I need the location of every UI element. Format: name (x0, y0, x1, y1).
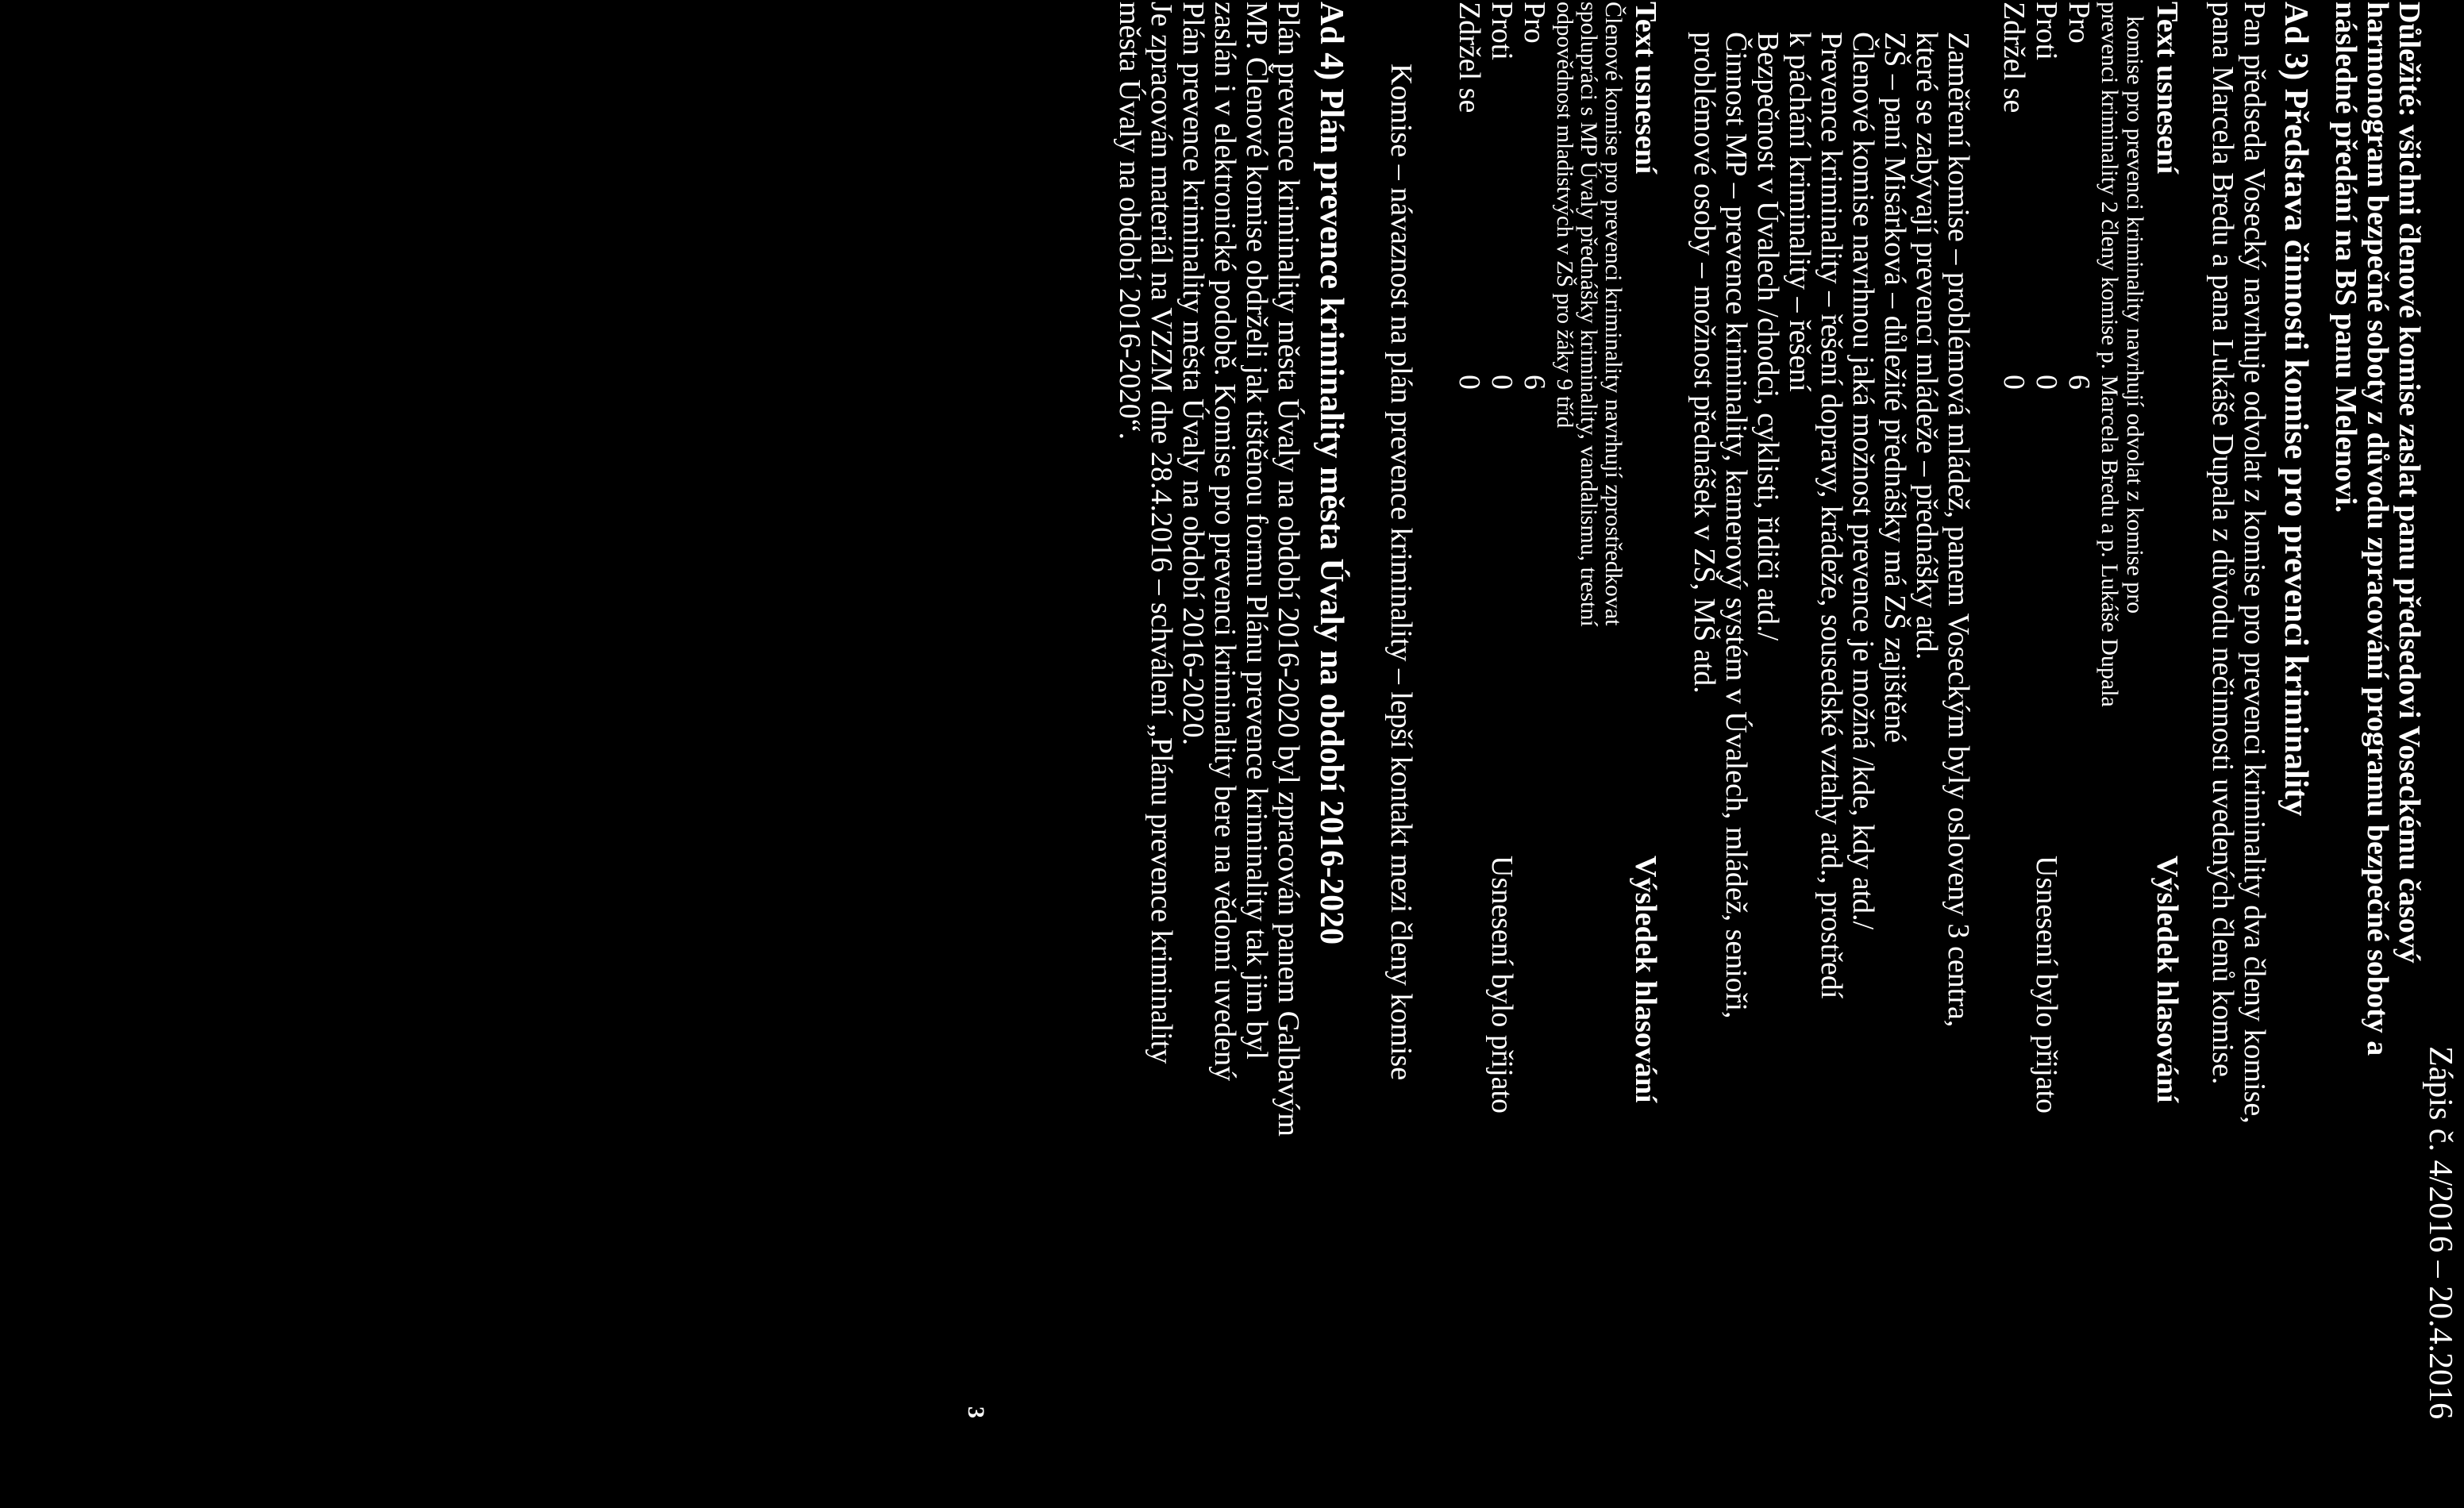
important-note-line: následné předání na BS panu Melenovi. (2329, 2, 2362, 514)
vote-label: Pro (2062, 2, 2096, 44)
vote-label: Proti (2030, 2, 2063, 60)
resolution-text-line: prevenci kriminality 2 členy komise p. Marcela Bredu a p. Lukáše Dupala (2096, 2, 2123, 707)
important-note-line: harmonogram bezpečné soboty z důvodu zpracování programu bezpečné soboty a (2361, 2, 2394, 1056)
resolution-result-label: Výsledek hlasování (1629, 856, 1662, 1103)
section-heading-item3: Ad 3) Představa činnosti komise pro prevenci kriminality (2277, 2, 2314, 817)
focus-line: Zaměření komise – problémová mládež, panem Voseckým byly osloveny 3 centra, (1942, 32, 1975, 1028)
vote-value: 0 (1485, 375, 1519, 390)
focus-line: Členové komise navrhnou jaká možnost prevence je možná /kde, kdy atd./ (1846, 32, 1880, 930)
item4-line: Je zpracován materiál na VZZM dne 28.4.2016 – schválení „Plánu prevence kriminality (1145, 2, 1178, 1064)
minutes-reference: Zápis č. 4/2016 – 20.4.2016 (2422, 1046, 2458, 1420)
item4-line: Plán prevence kriminality města Úvaly na období 2016-2020 byl zpracován panem Galbavým (1272, 2, 1305, 1137)
focus-line: problémové osoby – možnost přednášek v ZŠ, MŠ atd. (1688, 32, 1721, 694)
focus-line: ZŠ – paní Misárková – důležité přednášky má ZŠ zajištěné (1878, 32, 1912, 743)
resolution-text-line: odpovědnost mladistvých v ZŠ pro žáky 9 tříd (1552, 2, 1577, 429)
resolution-text-line: Členové komise pro prevenci kriminality navrhují zprostředkovat (1600, 2, 1627, 626)
important-note-line: Důležité: všichni členové komise zaslat panu předsedovi Voseckému časový (2393, 2, 2426, 964)
focus-line: Bezpečnost v Úvalech /chodci, cyklisti, řidiči atd./ (1751, 32, 1784, 641)
item3-intro-line: Pan předseda Vosecký navrhuje odvolat z komise pro prevenci kriminality dva členy komise, (2238, 2, 2271, 1124)
vote-result: Usnesení bylo přijato (1485, 856, 1519, 1114)
focus-line: které se zabývají prevencí mládeže – přednášky atd. (1910, 32, 1943, 660)
vote-value: 6 (2062, 375, 2096, 390)
resolution-text-line: komise pro prevenci kriminality navrhují odvolat z komise pro (2122, 16, 2148, 614)
vote-result: Usnesení bylo přijato (2030, 856, 2063, 1114)
focus-line: Činnost MP – prevence kriminality, kamerový systém v Úvalech, mládež, senioři, (1719, 32, 1753, 1019)
item4-line: zaslán i v elektronické podobě. Komise pro prevenci kriminality bere na vědomí uvedený (1208, 2, 1242, 1082)
resolution-text-line: spolupráci s MP Úvaly přednášky kriminality, vandalismu, trestní (1576, 2, 1602, 627)
item4-line: MP. Členové komise obdrželi jak tištěnou formu Plánu prevence kriminality tak jim byl (1240, 2, 1273, 1060)
vote-value: 0 (1997, 375, 2031, 390)
page-number: 3 (963, 1406, 989, 1418)
resolution-result-label: Výsledek hlasování (2150, 856, 2184, 1103)
vote-label: Proti (1485, 2, 1519, 60)
vote-value: 6 (1518, 375, 1551, 390)
focus-line: Prevence kriminality – řešení dopravy, krádeže, sousedské vztahy atd., prostředí (1815, 32, 1848, 999)
resolution-text-label: Text usnesení (2150, 2, 2184, 175)
vote-value: 0 (1453, 375, 1486, 390)
resolution-text-label: Text usnesení (1629, 2, 1662, 175)
vote-value: 0 (2030, 375, 2063, 390)
vote-label: Zdržel se (1997, 2, 2031, 113)
focus-line: k páchání kriminality – řešení (1783, 32, 1816, 392)
item3-intro-line: pana Marcela Bredu a pana Lukáše Dupala z důvodu nečinnosti uvedených členů komise. (2206, 2, 2239, 1085)
vote-label: Zdržel se (1453, 2, 1486, 113)
section-heading-item4: Ad 4) Plán prevence kriminality města Úvaly na období 2016-2020 (1313, 2, 1349, 945)
item4-line: Plán prevence kriminality města Úvaly na období 2016-2020. (1176, 2, 1210, 746)
commission-note: Komise – návaznost na plán prevence kriminality – lepší kontakt mezi členy komise (1384, 63, 1418, 1081)
vote-label: Pro (1518, 2, 1551, 44)
item4-line: města Úvaly na období 2016-2020“. (1113, 2, 1146, 440)
